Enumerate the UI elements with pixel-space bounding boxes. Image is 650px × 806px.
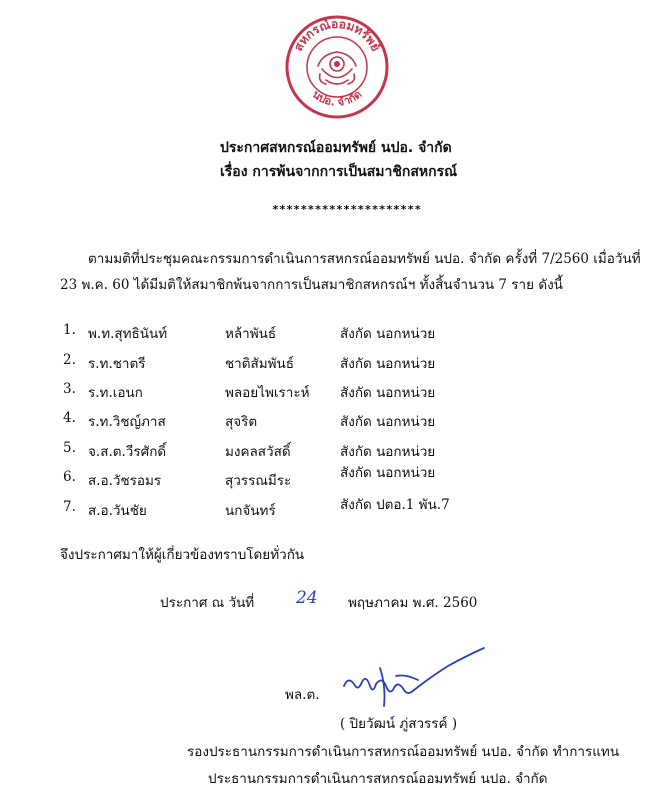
member-unit: สังกัด นอกหน่วย xyxy=(340,465,436,481)
member-first-name: ส.อ.วันชัย xyxy=(88,503,147,519)
member-last-name: นกจันทร์ xyxy=(225,503,276,519)
member-unit: สังกัด ปตอ.1 พัน.7 xyxy=(340,497,450,513)
svg-text:นปอ. จำกัด xyxy=(310,88,364,109)
date-month-year: พฤษภาคม พ.ศ. 2560 xyxy=(348,595,478,611)
member-unit: สังกัด นอกหน่วย xyxy=(340,356,436,372)
body-paragraph-line-2: 23 พ.ค. 60 ได้มีมติให้สมาชิกพ้นจากการเป็นสมาชิกสหกรณ์ฯ ทั้งสิ้นจำนวน 7 ราย ดังนี้ xyxy=(60,277,563,293)
member-last-name: มงคลสวัสดิ์ xyxy=(225,444,291,460)
signature-scribble xyxy=(336,646,486,708)
member-number: 4. xyxy=(63,410,76,426)
member-unit: สังกัด นอกหน่วย xyxy=(340,326,436,342)
seal-bottom-text: นปอ. จำกัด xyxy=(309,87,365,110)
member-number: 2. xyxy=(63,352,76,368)
member-number: 7. xyxy=(63,499,76,515)
member-first-name: ส.อ.วัชรอมร xyxy=(88,473,162,489)
signatory-position-line-1: รองประธานกรรมการดำเนินการสหกรณ์ออมทรัพย์ นปอ. จำกัด ทำการแทน xyxy=(187,744,620,760)
member-first-name: ร.ท.วิชญ์ภาส xyxy=(88,414,166,430)
member-last-name: พลอยไพเราะห์ xyxy=(225,385,310,401)
signatory-name: ( ปิยวัฒน์ ภู่สวรรค์ ) xyxy=(340,716,458,732)
signatory-rank: พล.ต. xyxy=(285,687,320,703)
member-first-name: พ.ท.สุทธินันท์ xyxy=(88,326,168,342)
member-last-name: สุจริต xyxy=(225,414,258,430)
announcement-title: ประกาศสหกรณ์ออมทรัพย์ นปอ. จำกัด xyxy=(220,140,452,156)
member-first-name: ร.ท.ชาตรี xyxy=(88,356,146,372)
separator-stars: ********************* xyxy=(272,203,422,216)
announcement-subject: เรื่อง การพ้นจากการเป็นสมาชิกสหกรณ์ xyxy=(220,164,458,180)
member-number: 6. xyxy=(63,469,76,485)
member-number: 5. xyxy=(63,440,76,456)
member-first-name: จ.ส.ต.วีรศักดิ์ xyxy=(88,444,167,460)
svg-text:สหกรณ์ออมทรัพย์ xyxy=(291,17,383,54)
member-last-name: สุวรรณมีระ xyxy=(225,473,292,489)
member-number: 3. xyxy=(63,381,76,397)
member-unit: สังกัด นอกหน่วย xyxy=(340,414,436,430)
seal-top-text: สหกรณ์ออมทรัพย์ xyxy=(291,16,383,54)
member-last-name: ชาติสัมพันธ์ xyxy=(225,356,295,372)
member-unit: สังกัด นอกหน่วย xyxy=(340,385,436,401)
cooperative-seal-logo xyxy=(284,14,390,120)
member-last-name: หล้าพันธ์ xyxy=(225,326,277,342)
member-first-name: ร.ท.เอนก xyxy=(88,385,143,401)
member-number: 1. xyxy=(63,322,76,338)
date-day-handwritten: 24 xyxy=(296,588,318,608)
date-prefix: ประกาศ ณ วันที่ xyxy=(160,595,255,611)
member-unit: สังกัด นอกหน่วย xyxy=(340,444,436,460)
closing-statement: จึงประกาศมาให้ผู้เกี่ยวข้องทราบโดยทั่วกัน xyxy=(60,547,305,563)
body-paragraph-line-1: ตามมติที่ประชุมคณะกรรมการดำเนินการสหกรณ์ออมทรัพย์ นปอ. จำกัด ครั้งที่ 7/2560 เมื่อวันที่ xyxy=(88,251,641,267)
signatory-position-line-2: ประธานกรรมการดำเนินการสหกรณ์ออมทรัพย์ นปอ. จำกัด xyxy=(208,771,548,787)
